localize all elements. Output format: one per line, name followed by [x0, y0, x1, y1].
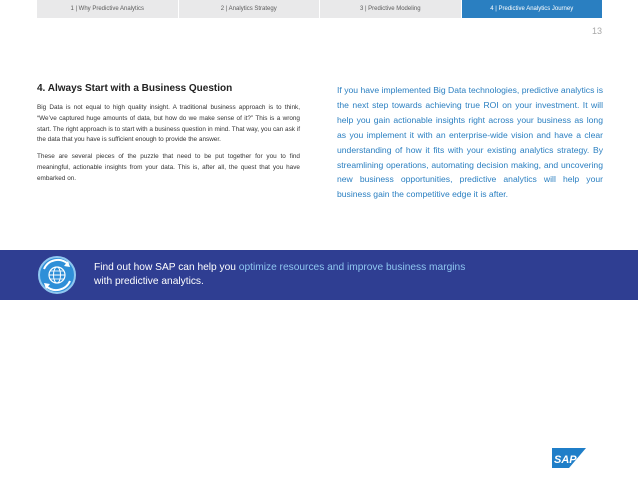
- banner-text: [94, 261, 564, 289]
- body-text: [37, 103, 300, 191]
- tab-analytics-strategy[interactable]: 2 | Analytics Strategy: [179, 0, 321, 18]
- body-paragraph: These are several pieces of the puzzle that need to be put together for you to find meaningful, actionable insights from your data. This is, after all, the quest that you have embarked on.: [37, 153, 300, 182]
- banner-link[interactable]: optimize resources and improve business margins: [238, 262, 466, 273]
- body-paragraph: Big Data is not equal to high quality insight. A traditional business approach is to think, “We’ve captured huge amounts of data, but how do we make sense of it?” This is a wrong start. The right approach is to start with a business question in mind. That way, you can ask if the data that you have is sufficient enough to provide the answer.: [37, 104, 300, 144]
- section-tabs: [37, 0, 602, 18]
- tab-why-predictive-analytics[interactable]: 1 | Why Predictive Analytics: [37, 0, 179, 18]
- tab-predictive-analytics-journey[interactable]: 4 | Predictive Analytics Journey: [462, 0, 603, 18]
- sap-logo: [552, 448, 586, 468]
- callout-text: If you have implemented Big Data technologies, predictive analytics is the next step towards achieving true ROI on your investment. It will help you gain actionable insights right across your business as long as you implement it with an enterprise-wide vision and have a clear understanding of how it fits with your existing analytics strategy. By streamlining operations, automating decision making, and uncovering new business opportunities, predictive analytics will help your business gain the competitive edge it is after.: [337, 85, 603, 200]
- tab-predictive-modeling[interactable]: 3 | Predictive Modeling: [320, 0, 462, 18]
- banner-suffix: with predictive analytics.: [94, 276, 204, 287]
- page-number: 13: [591, 26, 602, 36]
- globe-refresh-icon: [37, 255, 77, 295]
- banner-prefix: Find out how SAP can help you: [94, 262, 239, 273]
- section-heading: 4. Always Start with a Business Question: [37, 83, 233, 94]
- sap-logo-text: SAP: [554, 454, 577, 466]
